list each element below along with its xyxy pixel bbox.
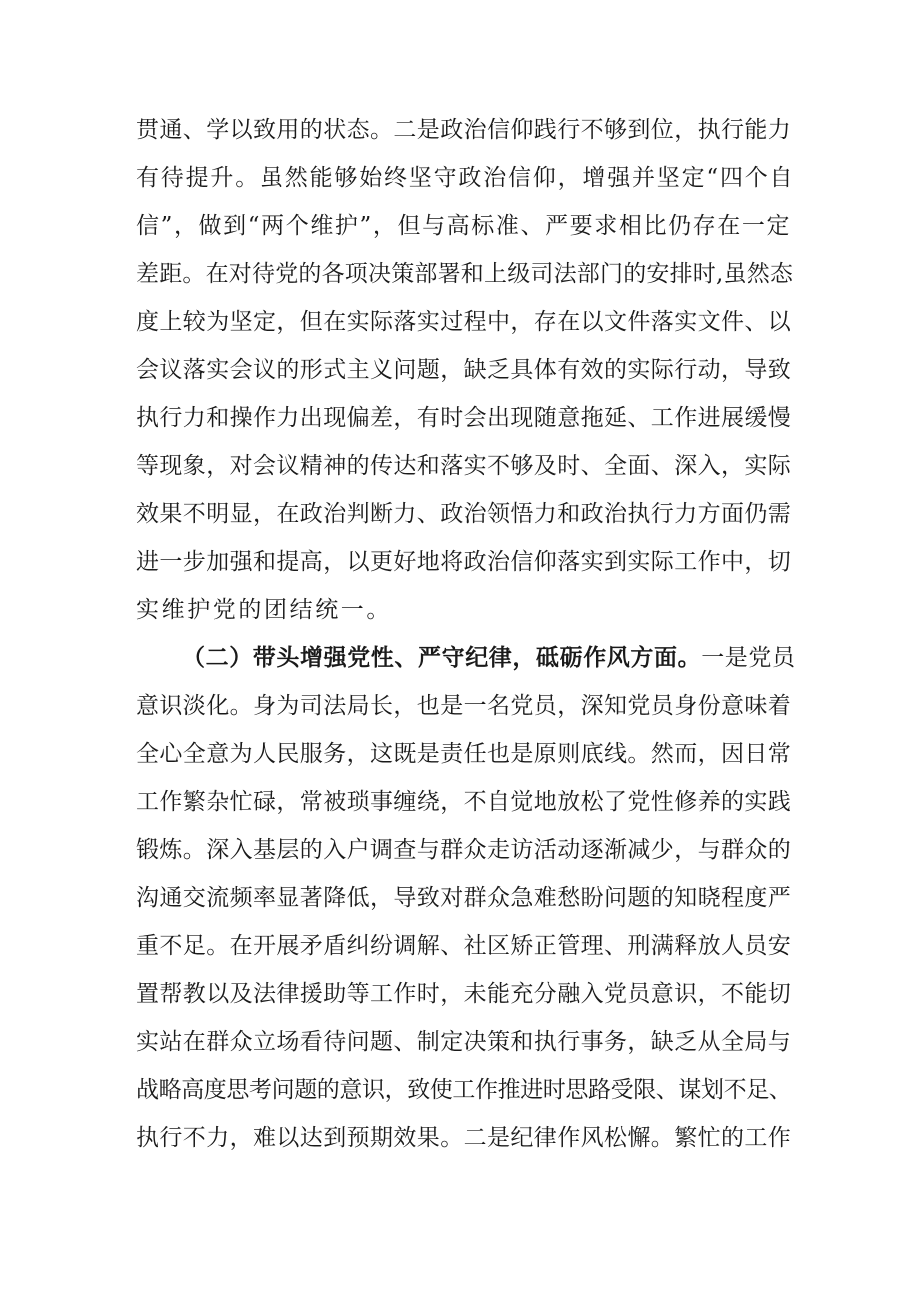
text-line: 进一步加强和提高，以更好地将政治信仰落实到实际工作中，切 [136, 549, 792, 575]
text-line: 工作繁杂忙碌，常被琐事缠绕，不自觉地放松了党性修养的实践 [136, 789, 792, 815]
text-line: 差距。在对待党的各项决策部署和上级司法部门的安排时,虽然态 [136, 261, 794, 287]
text-line: 会议落实会议的形式主义问题，缺乏具体有效的实际行动，导致 [136, 357, 792, 383]
text-line: 信”，做到“两个维护”，但与高标准、严要求相比仍存在一定 [136, 213, 792, 239]
text-line: 效果不明显，在政治判断力、政治领悟力和政治执行力方面仍需 [136, 501, 792, 527]
section-2-first-line-text: 一是党员 [701, 645, 796, 671]
section-2-first-line [182, 640, 796, 676]
text-line: 锻炼。深入基层的入户调查与群众走访活动逐渐减少，与群众的 [136, 837, 792, 863]
text-line: 置帮教以及法律援助等工作时，未能充分融入党员意识，不能切 [136, 981, 792, 1007]
text-line: 贯通、学以致用的状态。二是政治信仰践行不够到位，执行能力 [136, 117, 792, 143]
text-line: 执行不力，难以达到预期效果。二是纪律作风松懈。繁忙的工作 [136, 1125, 792, 1151]
section-2-heading: （二）带头增强党性、严守纪律，砥砺作风方面。 [182, 644, 702, 671]
text-line: 度上较为坚定，但在实际落实过程中，存在以文件落实文件、以 [136, 309, 792, 335]
text-line: 实维护党的团结统一。 [136, 597, 392, 623]
text-line: 有待提升。虽然能够始终坚守政治信仰，增强并坚定“四个自 [136, 165, 795, 191]
text-line: 沟通交流频率显著降低，导致对群众急难愁盼问题的知晓程度严 [136, 885, 792, 911]
text-line: 全心全意为人民服务，这既是责任也是原则底线。然而，因日常 [136, 741, 792, 767]
text-line: 战略高度思考问题的意识，致使工作推进时思路受限、谋划不足、 [136, 1077, 792, 1103]
text-line: 执行力和操作力出现偏差，有时会出现随意拖延、工作进展缓慢 [136, 405, 792, 431]
text-line: 重不足。在开展矛盾纠纷调解、社区矫正管理、刑满释放人员安 [136, 933, 792, 959]
text-line: 实站在群众立场看待问题、制定决策和执行事务，缺乏从全局与 [136, 1029, 792, 1055]
text-line: 意识淡化。身为司法局长，也是一名党员，深知党员身份意味着 [136, 693, 792, 719]
text-line: 等现象，对会议精神的传达和落实不够及时、全面、深入，实际 [136, 453, 792, 479]
